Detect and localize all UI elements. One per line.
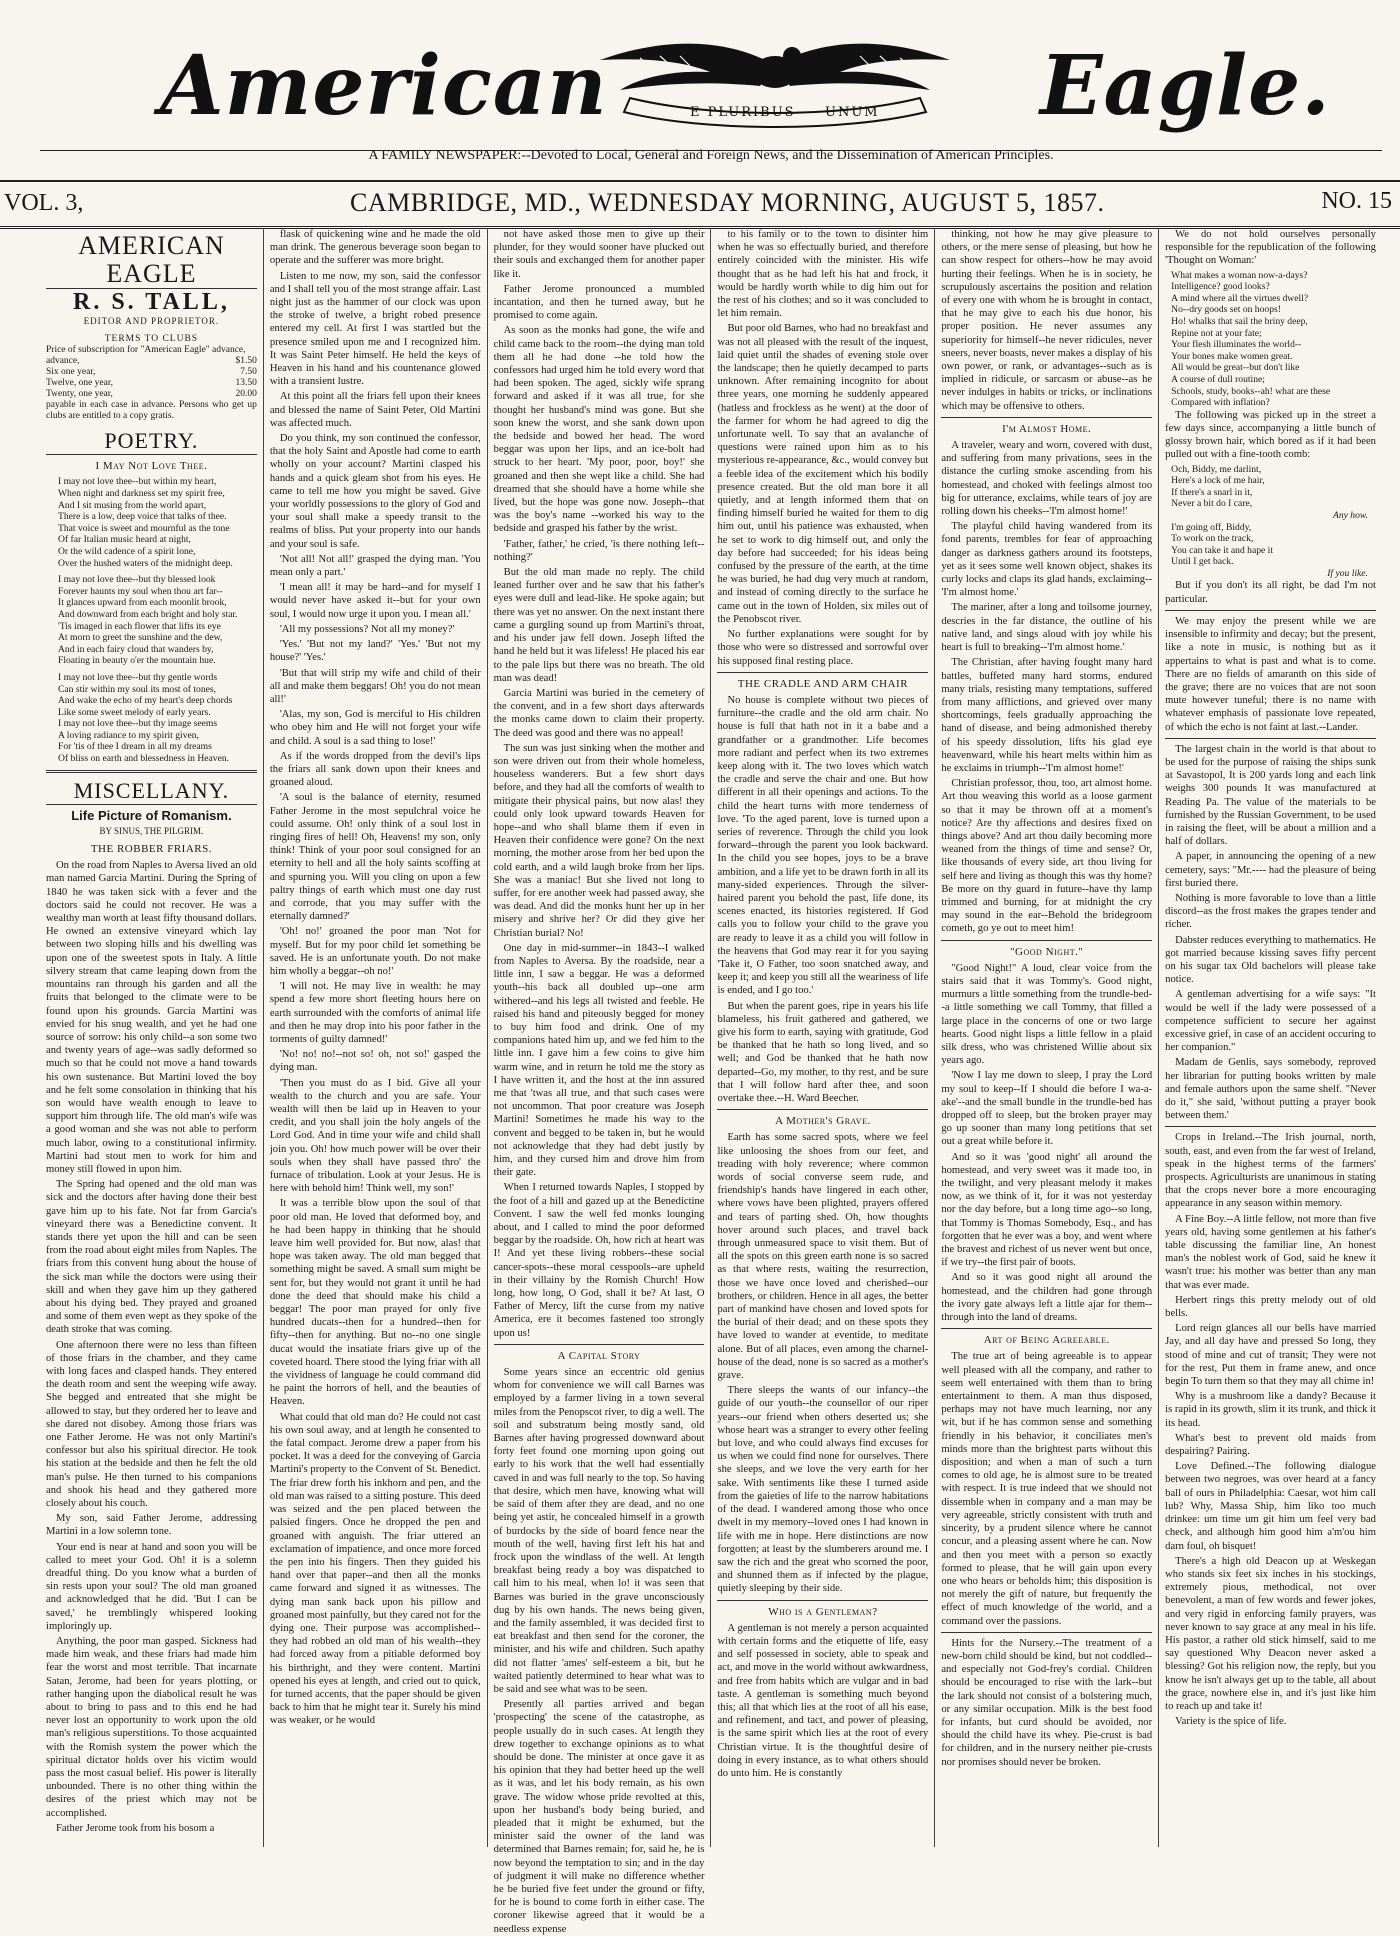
- terms-price: 20.00: [235, 389, 257, 400]
- verse-line: I'm going off, Biddy,: [1171, 521, 1252, 533]
- column-2: [264, 228, 488, 1847]
- editor-box-title: AMERICAN EAGLE: [46, 232, 257, 289]
- paragraph: A gentleman is not merely a person acquainted with certain forms and the etiquette of life, easy and self possessed in society, able to speak and act, and move in the world without awkwardness, and free from habits which are vulgar and in bad taste. A gentleman is something much beyond this; all that which lies at the root of all his ease, and refinement, and tact, and power of pleasing, is the same spirit which lies at the root of every Christian virtue. It is the thoughtful desire of doing in every instance, as to what others should do unto him. He is constantly: [717, 1622, 929, 1779]
- poem-line: I may not love thee--but thy gentle words: [58, 671, 218, 683]
- terms-head: TERMS TO CLUBS: [104, 334, 199, 345]
- paragraph: 'I mean all! it may be hard--and for myself I would never have asked it--but for your own soul, I would now urge it upon you. I mean all.': [269, 582, 481, 620]
- title-left: American: [160, 38, 608, 134]
- column-5: [935, 228, 1159, 1847]
- paragraph: Father Jerome pronounced a mumbled incantation, and then he turned away, but he promised to come again.: [493, 283, 705, 322]
- paragraph: As if the words dropped from the devil's lips the friars all sank down upon their knees and groaned aloud.: [269, 750, 481, 789]
- poetry-heading: POETRY.: [46, 428, 257, 455]
- article-byline: BY SINUS, THE PILGRIM.: [99, 825, 204, 836]
- verse-line: Here's a lock of me hair,: [1171, 475, 1265, 487]
- paragraph: Do you think, my son continued the confessor, that the holy Saint and Apostle had come to earth wholly on your account? Martini clasped his hands and a quick gleam shot from his eyes. He came to tell me how you might be saved. Give your worldly possessions to the glory of God and your soul shall make a speedy transit to the realms of bliss. Put your property into our hands and your soul is safe.: [269, 433, 481, 550]
- paragraph: to his family or to the town to disinter him when he was so effectually buried, and therefore entirely coincided with the minister. His wife thought that as he had left his hat and frock, it would be hardly worth while to dig him out for the rest of his clothes; and so it was concluded to let him remain.: [717, 229, 929, 320]
- paragraph: 'Father, father,' he cried, 'is there nothing left--nothing?': [493, 538, 705, 563]
- paragraph: No further explanations were sought for by those who were so distressed and sorrowful over his supposed final resting place.: [717, 629, 929, 667]
- paragraph: Presently all parties arrived and began 'prospecting' the scene of the catastrophe, as people usually do in such cases. At length they drew together to exchange opinions as to what should be done. The minister at once gave it as his opinion that they had better heed up the well as it was, and let his body remain, as his own grave. The widow whose pride revolted at this, upon her husband's body being buried, and pleaded that it might be exhumed, but the minister said the owner of the land was determined that Barnes remain; for, said he, he is now beyond the temptation to sin; and in the day of judgment it will make no difference whether he be buried five feet under the ground or fifty, for he is bound to come forth in either case. The coroner likewise agreed that it would be a needless expense: [493, 1699, 705, 1935]
- paragraph: Love Defined.--The following dialogue between two negroes, was over heard at a fancy ball of ours in Philadelphia: Caesar, wot him call lub? Why, Massa Ship, him liko too much drinkee: um time um git him um feel very bad check, and although him good him a'm'ou him darn foul, oh bisquet!: [1165, 1461, 1376, 1552]
- poem-line: And I sit musing from the world apart,: [58, 499, 207, 511]
- terms-label: Twenty, one year,: [46, 389, 113, 400]
- dateline: [0, 180, 1400, 229]
- paragraph: 'Oh! no!' groaned the poor man 'Not for myself. But for my poor child let something be saved. He is an unfortunate youth. Do not make him wholly a beggar--oh no!': [269, 926, 481, 977]
- paragraph: What's best to prevent old maids from despairing? Pairing.: [1165, 1432, 1376, 1458]
- paragraph: Listen to me now, my son, said the confessor and I shall tell you of the most strange affair. Last night just as the hammer of our clock was upon the stroke of twelve, a bright robed presence entered my cell. At first I was startled but the presence smiled upon me and I recognized him. It was Saint Peter himself. He held the keys of Heaven in his hand and his countenance glowed with a transient lustre.: [269, 270, 481, 388]
- poem-line: Can stir within my soul its most of tones,: [58, 683, 217, 695]
- paragraph: The Spring had opened and the old man was sick and the doctors after having done their best gave him up to his fate. Not far from Garcia's vineyard there was a Benedictine convent. It stands there yet upon the hill and can be seen from the road about eight miles from Naples. The friars from this convent hung about the house of the sick man while the doctors were using their skill and when they gave him up they gathered about his dying bed. They prayed and groaned and some of them even wept as they spoke of the death stroke that was coming.: [46, 1179, 257, 1336]
- paragraph: flask of quickening wine and he made the old man drink. The generous beverage soon began to operate and the sufferer was more bright.: [269, 229, 481, 267]
- paragraph: 'Yes.' 'But not my land?' 'Yes.' 'But not my house?' 'Yes.': [269, 639, 481, 664]
- paragraph: As soon as the monks had gone, the wife and child came back to the room--the dying man told them all he had done --he told how the confessors had urged him he told every word that had been spoken. The aged, sickly wife sprang forward and asked if it was all true, for she thought her husband's mind was gone. But she soon knew the worst, and she sank down upon the bedside and bowed her head. The word beggar was upon her lips, and an ice-bolt had struck to her heart. 'My poor, poor, boy!' she groaned and then she wept like a child. She had dreamed that she should have a home while she lived, but the hope was gone now. Joseph--that was the boy's name --worked his way to the bedside and grasped his father by the wrist.: [493, 325, 705, 535]
- paragraph: A paper, in announcing the opening of a new cemetery, says: "Mr.---- had the pleasure of being first buried there.: [1165, 851, 1376, 889]
- poem-title: I May Not Love Thee.: [95, 460, 208, 473]
- poem-line: Of far Italian music heard at night,: [58, 534, 191, 546]
- paragraph: Crops in Ireland.--The Irish journal, north, south, east, and even from the far west of Ireland, speak in the highest terms of the farmers' prospects. Agriculturists are unanimous in stating that the crops never bore a more encouraging appearance in any season within memory.: [1165, 1132, 1376, 1210]
- verse-line: Never a bit do I care,: [1171, 498, 1253, 510]
- paragraph: The playful child having wandered from its fond parents, trembles for fear of approaching danger as darkness gathers around its footsteps, yet as it sees some well known object, shakes its curly locks and claps its glad hands, exclaiming--'I'm almost home.': [941, 521, 1153, 599]
- paragraph: My son, said Father Jerome, addressing Martini in a low solemn tone.: [46, 1513, 257, 1538]
- poem-line: And in each fairy cloud that wanders by,: [58, 643, 214, 655]
- paragraph: Nothing is more favorable to love than a little discord--as the frost makes the grapes tender and richer.: [1165, 892, 1376, 931]
- terms-price: $1.50: [235, 356, 257, 367]
- poem: [46, 476, 257, 764]
- poem-stanza-3: [52, 672, 257, 765]
- verse-line: Och, Biddy, me darlint,: [1171, 463, 1262, 475]
- paragraph: Herbert rings this pretty melody out of old bells.: [1165, 1294, 1376, 1320]
- subscription-terms: [46, 334, 257, 422]
- paragraph: 'No! no! no!--not so! oh, not so!' gasped the dying man.: [269, 1049, 481, 1074]
- verse-line: No--dry goods set on hoops!: [1171, 304, 1281, 316]
- banner-left-text: E PLURIBUS: [690, 105, 796, 120]
- verse-line: Intelligence? good looks?: [1171, 281, 1270, 293]
- poem-line: Forever haunts my soul when thou art far--: [58, 585, 223, 597]
- verse-line: What makes a woman now-a-days?: [1171, 269, 1308, 281]
- verse-line: Until I get back.: [1171, 556, 1234, 568]
- story-title: THE ROBBER FRIARS.: [90, 843, 212, 856]
- poem-line: And wake the echo of my heart's deep chords: [58, 695, 233, 707]
- poem-line: It glances upward from each moonlit brook,: [58, 597, 227, 609]
- title-right: Eagle.: [1040, 38, 1331, 134]
- article-heading: "Good Night.": [1010, 945, 1084, 958]
- terms-label: advance,: [46, 356, 80, 367]
- poem-line: Like some sweet melody of early years.: [58, 706, 211, 718]
- poem-line: Of bliss on earth and blessedness in Heaven.: [58, 753, 230, 765]
- paragraph: Dabster reduces everything to mathematics. He got married because kissing saves fifty percent on his sugar tax Old bachelors will please take notice.: [1165, 934, 1376, 986]
- paragraph: When I returned towards Naples, I stopped by the foot of a hill and gazed up at the Benedictine Convent. I saw the well fed monks lounging about, and I called to mind the poor deformed beggar by the roadside. Oh, how rich at heart was I! And yet these living robbers--these social cancer-spots--these moral cesspools--are upheld in their villainy by the Romish Church! How long, how long, O God, shall it be? At last, O Father of Mercy, lift the curse from my native America, ere it becomes fastened too strongly upon us!: [493, 1182, 705, 1339]
- poem-line: There is a low, deep voice that talks of thee.: [58, 511, 227, 523]
- poem-line: When night and darkness set my spirit free,: [58, 488, 225, 499]
- paragraph: What could that old man do? He could not cast his own soul away, and at length he consented to the fatal compact. Jerome drew a paper from his pocket. It was a deed for the conveying of Garcia Martini's property to the Convent of St. Benedict. The friar drew forth his inkhorn and pen, and the old man was raised to a sitting posture. This deed was seized and the pen placed between the palsied fingers. Once he dropped the pen and groaned with anguish. The friar uttered an exclamation of impatience, and once more forced the pen into his fingers. Then they guided his hand over that paper--and then all the monks came forward and signed it as witnesses. The dying man sank back upon his pillow and groaned most painfully, but they cared not for the dying one. Their purpose was accomplished--they had robbed an old man of his wealth--they had forced away from a pitiable deformed boy his birthright, and they were content. Martini opened his eyes at length, and cried out to quick, for turned accents, that the paper should be given back to him that he might tear it. Surely his mind was weaker, or he would: [269, 1411, 481, 1727]
- poem-line: A loving radiance to my spirit given,: [58, 729, 199, 741]
- verse-line: All would be great--but don't like: [1171, 362, 1300, 374]
- divider: [1165, 1126, 1376, 1127]
- poem-stanza-2: [52, 574, 257, 667]
- poem-line: I may not love thee--but within my heart,: [58, 476, 217, 488]
- paragraph: No house is complete without two pieces of furniture--the cradle and the old arm chair. No house is full that hath not in it a babe and a grandfather or a grandmother. Life becomes more radiant and perfect when its two extremes keep along with it. The two loves which watch the cradle and serve the chair and one. But how different in all their openings and actions. To the child the heart turns with more tenderness of love. 'To the aged parent, love is turned upon a series of reverence. Through the child you look forward--through the parent you look backward. In the child you see hopes, joys to be a brave ambition, and a life yet to be drawn forth in all its many-sided experiences. Through the silver-haired parent you behold the past, life done, its scenes enacted, its histories registered. If God calls you to follow your child to the grave you are ready to leave it as a child you will follow in the heavens that God may rear it for you saying 'Take it, O Father, too soon snatched away, and keep it; and keep you still all the weariness of life is ended, and I go too.': [717, 694, 929, 997]
- verse-line: You can take it and hape it: [1171, 544, 1274, 556]
- paragraph: It was a terrible blow upon the soul of that poor old man. He loved that deformed boy, and he had been happy in thinking that he should leave him well provided for. But now, alas! that hope was taken away. The old man begged that something might be saved. A small sum might be sent for, but they would not grant it until he had done the deed that should make his child a beggar! The poor man prayed for only five hundred ducats--then for a hundred--then for fifty--then for anything. But no--no one single ducat would the insatiate friars give up of the coveted hoard. There stood the lying friar with all the vividness of language he could command did he paint the horrors of hell, and the beauties of Heaven.: [269, 1198, 481, 1408]
- article-heading: THE CRADLE AND ARM CHAIR: [737, 677, 909, 690]
- divider: [494, 1344, 705, 1345]
- terms-row: [46, 389, 257, 400]
- divider: [1165, 738, 1376, 739]
- terms-price: 13.50: [235, 378, 257, 389]
- divider: [717, 1109, 928, 1110]
- article-heading: I'm Almost Home.: [1002, 422, 1092, 435]
- divider: [717, 1600, 928, 1601]
- paragraph: Earth has some sacred spots, where we feel like unloosing the shoes from our feet, and treading with holy reverence; where common words of social converse seem rude, and friendship's hands have lingered in each other, where vows have been plighted, prayers offered and tears of parting shed. Oh, how thoughts hover around such places, and travel back through unmeasured space to visit them. But of all the spots on this green earth none is so sacred as that where rests, waiting the resurrection, those we have once loved and cherished--our brothers, or children. Hence in all ages, the better part of mankind have chosen and loved spots for the burial of their dead; and on these spots they have loved to wander at eventide, to meditate alone. But of all places, even among the charnel-house of the dead, none is so sacred as a mother's grave.: [717, 1132, 929, 1382]
- paragraph: The largest chain in the world is that about to be used for the purpose of raising the ships sunk at Savastopol, It is 200 yards long and each link weighs 300 pounds It was manufactured at Reading Pa. The value of the materials to be furnished by the Russian Government, to be used in raising the fleet, will be about a million and a half of dollars.: [1165, 743, 1376, 848]
- paragraph: thinking, not how he may give pleasure to others, or the mere sense of pleasing, but how he can show respect for others--how he may avoid hurting their feelings. When he is in society, he scrupulously ascertains the position and relation of every one with whom he is brought in contact, that he may give to each his due honor, his proper position. He never assumes any superiority for himself--he never ridicules, never sneers, never boasts, never makes a display of his own power, or rank, or advantages--such as is implied in ridicule, or sarcasm or abuse--as he never indulges in habits or tricks, or inclinations which may be offensive to others.: [941, 229, 1153, 412]
- paragraph: The sun was just sinking when the mother and son were driven out from their whole homeless, houseless wanderers. But a few short days before, and they had all the comforts of wealth to mitigate their physical pains, but now alas! they could only look upward towards Heaven for hope--and who shall blame them if even in Heaven their confidence were gone? On the next morning, the mother arose from her bed upon the cold earth, and a wild laugh broke from her lips. She was a maniac! But she lived not long to suffer, for ere another week had passed away, she was dead. And did the monks hunt her up in her misery and shrive her? Or did they give her Christian burial? No!: [493, 742, 705, 939]
- verse-line: A mind where all the virtues dwell?: [1171, 292, 1309, 304]
- poem-line: I may not love thee--but thy blessed look: [58, 574, 216, 586]
- poem-line: I may not love thee--but thy image seems: [58, 718, 218, 730]
- paragraph: We may enjoy the present while we are insensible to infirmity and decay; but the present, like a note in music, is nothing but as it appertains to what is past and what is to come. There are no fields of amaranth on this side of the grave; there are no voices that are not soon mute however tuneful; there is no name with whatever emphasis of passionate love repeated, of which the echo is not faint at last.--Lander.: [1165, 615, 1376, 733]
- paragraph: Variety is the spice of life.: [1175, 1716, 1287, 1728]
- poem-line: At morn to greet the sunshine and the dew,: [58, 632, 223, 644]
- banner-right-text: UNUM: [825, 105, 880, 120]
- paragraph: There's a high old Deacon up at Weskegan who stands six feet six inches in his stockings, extremely pious, methodical, not over benevolent, a man of few words and fewer jokes, and very rigid in enforcing family prayers, was never known to say grace at any meal in his life. His pastor, a rather old stick himself, said to me say questioned Why Deacon never asked a blessing? Got his religion now, the reply, but you know he isn't always get up to the table, all about the grace, nowhere else in, and it's just like him to reach up and take it!: [1165, 1555, 1376, 1712]
- poem-line: Floating in beauty o'er the mountain hue.: [58, 655, 216, 667]
- divider: [1165, 610, 1376, 611]
- terms-label: Twelve, one year,: [46, 378, 114, 389]
- terms-intro: Price of subscription for "American Eagle" advance,: [46, 345, 246, 356]
- terms-note: payable in each case in advance. Persons who get up clubs are entitled to a copy gratis.: [46, 400, 257, 422]
- paragraph: A traveler, weary and worn, covered with dust, and suffering from many privations, sees in the distance the curling smoke ascending from his homestead, and choked with feelings almost too big for utterance, exclaims, while tears of joy are rolling down his cheeks--'I'm almost home!': [941, 440, 1153, 518]
- paragraph: 'Now I lay me down to sleep, I pray the Lord my soul to keep--If I should die before I wa-a-ake'--and the small bundle in the trundle-bed has dropped off to sleep, but the broken prayer may go up sooner than many long petitions that set out a great while before it.: [941, 1070, 1153, 1148]
- article-heading: Art of Being Agreeable.: [983, 1334, 1110, 1347]
- miscellany-heading: MISCELLANY.: [46, 778, 257, 805]
- paragraph: One day in mid-summer--in 1843--I walked from Naples to Aversa. By the roadside, near a little inn, I saw a beggar. He was a deformed youth--his back all doubled up--one arm withered--and his legs all twisted and feeble. He raised his hand and piteously begged for money to buy him food and drink. One of my companions hated him up, and we fed him to the little inn. I gave him a few coins to give him warm wine, and in return he told me the story as I have written it, and the host at the inn assured me that 'twas all true, and that such cases were not uncommon. That poor creature was Joseph Martini! Sometimes he made his way to the convent and begged to be taken in, but he would not acknowledge that they had debt justly by him, and they cursed him and drove him from their gate.: [493, 942, 705, 1179]
- verse: [1165, 464, 1376, 580]
- divider: [941, 417, 1152, 418]
- article-heading: A Mother's Grave.: [775, 1115, 871, 1128]
- paragraph: The true art of being agreeable is to appear well pleased with all the company, and rather to seem well entertained with them than to bring entertainment to them. A man thus disposed, perhaps may not have much learning, nor any wit, but if he has common sense and something friendly in his behavior, it conciliates men's minds more than the brightest parts without this disposition; and when a man of such a turn comes to old age, he is almost sure to be treated with respect. It is true indeed that we should not dissemble when in company and a man may be very agreeable, strictly consistent with truth and sincerity, by a prudent silence where he cannot concur, and a pleasing assent where he can. Now and then you meet with a person so exactly formed to please, that he will gain upon every one who hears or beholds him; this disposition is not merely the gift of nature, but frequently the effect of much knowledge of the world, and a command over the passions.: [941, 1351, 1153, 1627]
- editor-name: R. S. TALL,: [73, 289, 230, 315]
- paragraph: "Good Night!" A loud, clear voice from the stairs said that it was Tommy's. Good night, murmurs a little something from the trundle-bed--a little something we call Tommy, that filled a large place in the concerns of one or two large hearts. Good night lisps a little fellow in a plaid silk dress, who was christened Willie about six years ago.: [941, 962, 1153, 1067]
- paragraph: Your end is near at hand and soon you will be called to meet your God. Oh! it is a solemn dreadful thing. Do you know what a burden of sin rests upon your soul? The old man groaned and acknowledged that he did. 'But I can be saved,' he tremblingly whispered looking imploringly up.: [46, 1541, 257, 1632]
- paragraph: We do not hold ourselves personally responsible for the republication of the following 'Thought on Woman:': [1165, 229, 1376, 267]
- paragraph: One afternoon there were no less than fifteen of those friars in the chamber, and they came with long faces and clasped hands. They entered the death room and sent the weeping wife away. She begged and entreated that she might be allowed to stay, but they ordered her to leave and she dared not disobey. Among those friars was one Father Jerome. He was not only Martini's confessor but also his spiritual director. He took his station at the bedside and then he felt the old man's pulse. He then turned to his companions and shook his head and they gathered more closely about his couch.: [46, 1339, 257, 1510]
- poem-line: That voice is sweet and mournful as the tone: [58, 522, 230, 534]
- paragraph: not have asked those men to give up their plunder, for they would sooner have plucked out their souls and exchanged them for another paper like it.: [493, 229, 705, 280]
- paragraph: And so it was 'good night' all around the homestead, and very sweet was it made too, in the twilight, and very pleasant melody it makes now, as we think of it, for it was not yesterday nor the day before, but a long time ago--so long, that Tommy is Thomas Somebody, Esq., and has forgotten that he ever was a boy, and went where the bravest and richest of us never went but once, if we try--the first pair of boots.: [941, 1151, 1153, 1269]
- verse-line: To work on the track,: [1171, 533, 1254, 545]
- paragraph: On the road from Naples to Aversa lived an old man named Garcia Martini. During the Spring of 1840 he was taken sick with a fever and the doctors said he could not recover. He was a wealthy man worth at least fifty thousand dollars. He owned an extensive vineyard which lay between two sloping hills and his dwelling was upon one of the sweetest spots in Italy. A little silvery stream that came leaping down from the mountains ran through his garden and all the fruits that belonged to the climate were to be found upon his grounds. Garcia Martini was envied for his snug wealth, and yet he had one source of sorrow: his only child--a son some two and twenty years of age--was sadly deformed so much so that he could not move a hand towards his own sustenance. But Martini loved the boy and he felt some consolation in thinking that his son would have wealth enough to leave to support him through life. The old man's wife was a good woman and she was not able to perform much labor, owing to a constitutional infirmity. Martini had stout men to work for him and money still flowed in upon him.: [46, 860, 257, 1175]
- paragraph: But if you don't its all right, be dad I'm not particular.: [1165, 580, 1376, 605]
- paragraph: 'Alas, my son, God is merciful to His children who obey him and He will not forget your wife and child. A soul is a sad thing to lose!': [269, 709, 481, 747]
- verse-line: A course of dull routine;: [1171, 373, 1265, 385]
- divider: [941, 940, 1152, 941]
- divider: [941, 1632, 1152, 1633]
- divider: [717, 672, 928, 673]
- paragraph: But poor old Barnes, who had no breakfast and was not all pleased with the result of the inquest, laid quiet until the shades of evening stole over the landscape; then he quietly decamped to parts unknown. After remaining incognito for about three years, one morning he suddenly appeared (hatless and frockless as he went) at the door of the farmer for whom he had agreed to dig the unfortunate well. To say that an avalanche of questions were rained upon him as to his mysterious re-appearance, &c., would convey but a feeble idea of the excitement which his bodily presence created. But the old man bore it all quietly, and at length informed them that on finding himself buried he waited for them to dig him out, until his patience was exhausted, when he set to work to dig himself out, and only the day before had succeeded; for his ideas being confused by the pressure of the earth, at the time he was buried, he had dug very much at random, and instead of coming directly to the surface he came out in the town of Holden, six miles out of the Penobscot river.: [717, 323, 929, 625]
- paragraph: Anything, the poor man gasped. Sickness had made him weak, and these friars had made him fear the worst and most terrible. That incarnate Satan, Jerome, had been for years plotting, or rather hanging upon the diabolical result he was about to bring to pass and to this end he had never lost an opportunity to work upon the old man's religious superstitions. To those acquainted with the Romish system the power which the spiritual dictator holds over his victim would pass the most casual belief. His power is literally unbounded. There is no other thing within the desires of the priest which may not be accomplished.: [46, 1636, 257, 1819]
- columns: [40, 228, 1382, 1935]
- paragraph: 'Not all! Not all!' grasped the dying man. 'You mean only a part.': [269, 553, 481, 579]
- column-6: [1159, 228, 1382, 1847]
- poem-line: Over the hushed waters of the midnight deep.: [58, 557, 233, 569]
- paragraph: The mariner, after a long and toilsome journey, descries in the far distance, the outline of his native land, and sings aloud with joy while his heart is full to breaking--'I'm almost home.': [941, 602, 1153, 654]
- article-heading: Who is a Gentleman?: [768, 1605, 878, 1618]
- verse-line: Compared with inflation?: [1171, 397, 1270, 409]
- paragraph: The following was picked up in the street a few days since, accompanying a little bunch of glossy brown hair, which bored as if it had been pulled out with a fine-tooth comb:: [1165, 409, 1376, 461]
- paragraph: At this point all the friars fell upon their knees and blessed the name of Saint Peter, Old Martini was affected much.: [269, 391, 481, 429]
- verse-line: If you like.: [1327, 567, 1368, 579]
- paragraph: 'I will not. He may live in wealth: he may spend a few more short fleeting hours here on earth surrounded with the comforts of animal life and then he may drop into his poor father in the torments of guilty damned!': [269, 981, 481, 1045]
- paragraph: A gentleman advertising for a wife says: "It would be well if the lady were possessed of a competence sufficient to secure her against excessive grief, in case of an accident occuring to her companion.": [1165, 989, 1376, 1054]
- paragraph: Lord reign glances all our bells have married Jay, and all day have and pressed So long, they stood of mine and cut of transit; They were not for the rest, Put them in frame anew, and once begin To turn them so that they may all chime in!: [1165, 1323, 1376, 1388]
- issue-number: NO. 15: [1321, 188, 1392, 214]
- paragraph: Christian professor, thou, too, art almost home. Art thou weaving this world as a loose garment so that it may be thrown off at a moment's notice? Are thy affections and desires fixed on things above? And art thou daily becoming more weaned from the things of time and sense? Or, like thousands of every side, art thou living for self here and living as though this was thy home? Be more on thy guard in future--have thy lamp trimmed and burning, for at midnight the cry may sound in the ear--Behold the bridegroom cometh, go ye out to meet him!: [941, 778, 1153, 935]
- column-4: [711, 228, 935, 1847]
- terms-row: [46, 378, 257, 389]
- verse-line: Repine not at your fate;: [1171, 327, 1262, 339]
- paragraph: Some years since an eccentric old genius whom for convenience we will call Barnes was employed by a farmer living in a town several miles from the Penopscot river, to dig a well. The soil and substratum being mostly sand, old Barnes after having progressed downward about forty feet found one morning upon going out early to his work that the well had essentially caved in and was full nearly to the top. So having that desire, which men have, knowing what will be said of them after they are dead, and no one being yet astir, he concealed himself in a growth of burdocks by the side of board fence near the mouth of the well, having first left his hat and frock upon the windlass of the well. At length breakfast being ready a boy was dispatched to call him to his meal, when lo! it was seen that Barnes was buried in the grave unconsciously dug by his own hands. The news being given, and the family assembled, it was decided first to eat breakfast and then send for the coroner, the minister, and his wife and children. Such apathy did not flatter 'ames' self-esteem a bit, but he waited patiently determined to hear what was to be said and see what was to be seen.: [493, 1367, 705, 1695]
- paragraph: Why is a mushroom like a dandy? Because it is rapid in its growth, slim it its trunk, and thick it its head.: [1165, 1391, 1376, 1429]
- paragraph: 'All my possessions? Not all my money?': [279, 623, 455, 635]
- verse-line: Ho! whalks that sail the briny deep,: [1171, 315, 1308, 327]
- verse-line: Any how.: [1332, 509, 1368, 521]
- poem-line: Or the wild cadence of a spirit lone,: [58, 545, 196, 557]
- paragraph: But when the parent goes, ripe in years his life blameless, his fruit gathered and gathered, we give his form to earth, saying with gratitude, God be thanked that he hath so long lived, and so well; and God be thanked that he hath now departed--Go, my mother, to thy rest, and be sure that I will follow hard after thee, and soon overtake thee.--H. Ward Beecher.: [717, 1000, 929, 1104]
- poem-line: For 'tis of thee I dream in all my dreams: [58, 741, 212, 753]
- verse-line: Your bones make women great.: [1171, 350, 1293, 362]
- terms-price: 7.50: [240, 367, 257, 378]
- poem-line: And downward from each bright and holy star.: [58, 608, 238, 620]
- paragraph: Hints for the Nursery.--The treatment of a new-born child should be kind, but not coddled--and especially not God-frey's cordial. Children should be encouraged to rise with the lark--but the lark should not consist of a bolstering much, or any similar occupation. Milk is the best food for infants, but curd should be avoided, nor should the child have its whey. Pie-crust is bad for children, and in the nursery neither pie-crusts nor promises should never be broken.: [941, 1637, 1153, 1768]
- paragraph: 'Then you must do as I bid. Give all your wealth to the church and you are safe. Your wealth will then be laid up in Heaven to your credit, and you shall join the holy angels of the Lord God. And in time your wife and child shall join you. Oh! how much power will be over their souls when they shall have passed thro' the furnace of tribulation. Look at your Jesus. He is here with behold him! Think well, my son!': [269, 1077, 481, 1195]
- verse: [1165, 270, 1376, 409]
- poem-line: 'Tis imaged in each flower that lifts its eye: [58, 620, 221, 632]
- volume-number: VOL. 3,: [4, 190, 84, 216]
- paragraph: And so it was good night all around the homestead, and the children had gone through the ivory gate always left a little ajar for them--through into the land of dreams.: [941, 1272, 1153, 1324]
- verse-line: Your flesh illuminates the world--: [1171, 339, 1302, 351]
- paragraph: There sleeps the wants of our infancy--the guide of our youth--the counsellor of our riper years--our friend when others deserted us; she whose heart was a stranger to every other feeling but love, and who could always find excuses for us when we could find none for ourselves. There she sleeps, and we love the very earth for her sake. With sentiments like these I turned aside from the gaieties of life to the narrow habitations of the dead. I wandered among those who once dwelt in my memory--loved ones I had known in life with me in hope. Here distinctions are now forgotten; at least by the slumberers around me. I saw the rich and the great who scorned the poor, and shunned them as if infected by the plague, quietly sleeping by their side.: [717, 1385, 929, 1595]
- editor-role: EDITOR AND PROPRIETOR.: [83, 316, 220, 326]
- column-1: [40, 228, 264, 1847]
- article-title: Life Picture of Romanism.: [71, 807, 232, 823]
- paragraph: Father Jerome took from his bosom a: [56, 1822, 215, 1834]
- poem-stanza-1: [52, 476, 257, 569]
- paragraph: But the old man made no reply. The child leaned further over and he saw that his father's eyes were dull and lead-like. He spoke again; but there was yet no answer. On the next instant there came a gurgling sound up from Martini's throat, and his under jaw fell down. Joseph lifted the hand he held but it was lifeless! He placed his ear to the pale lips but there was no breath. The old man was dead!: [493, 567, 705, 684]
- tagline: A FAMILY NEWSPAPER:--Devoted to Local, General and Foreign News, and the Dissemination of American Principles.: [368, 148, 1054, 163]
- paragraph: 'A soul is the balance of eternity, resumed Father Jerome in the most sepulchral voice he could assume. Oh! only think of a soul lost in ringing fires of hell! Oh, Heavens! my son, only think! Think of your poor soul consigned for an eternity to hell and all the holy saints scoffing at and spurning you. Will you cling on upon a few paltry things of earth which must one day rust and corrode, that you may suffer with the eternally damned?': [269, 792, 481, 923]
- verse-line: If there's a snarl in it,: [1171, 486, 1253, 498]
- paragraph: Madam de Genlis, says somebody, reproved her librarian for putting books written by male and female authors upon the same shelf. "Never do it," she said, 'without putting a prayer book between them.': [1165, 1057, 1376, 1122]
- masthead: [40, 0, 1382, 163]
- article-heading: A Capital Story: [557, 1349, 641, 1362]
- terms-label: Six one year,: [46, 367, 96, 378]
- terms-row: [46, 356, 257, 367]
- paragraph: 'But that will strip my wife and child of their all and make them beggars! Oh! you do not mean all!': [269, 667, 481, 705]
- eagle-emblem-icon: [560, 20, 990, 130]
- terms-row: [46, 367, 257, 378]
- paragraph: The Christian, after having fought many hard battles, buffeted many hard storms, endured many trials, resisting many temptations, suffered from many afflictions, and grieved over many shortcomings, feels gradually approaching the hand of disease, and being admonished thereby of his speedy dissolution, lifts his glad eye heavenward, while his heart melts within him as he exclaims in triumph--'I'm almost home!': [941, 657, 1153, 774]
- paragraph: A Fine Boy.--A little fellow, not more than five years old, having some gentlemen at his father's table discussing the familiar line, An honest man's the noblest work of God, said he knew it wasn't true: his mother was better than any man that was ever made.: [1165, 1213, 1376, 1291]
- column-3: [488, 228, 712, 1935]
- divider: [46, 770, 257, 773]
- verse-line: Schools, study, books--ah! what are these: [1171, 385, 1331, 397]
- place-date: CAMBRIDGE, MD., WEDNESDAY MORNING, AUGUST 5, 1857.: [350, 188, 1105, 217]
- paragraph: Garcia Martini was buried in the cemetery of the convent, and in a few short days afterwards the monks came down to claim their property. The deed was good and there was no appeal!: [493, 687, 705, 739]
- divider: [941, 1328, 1152, 1329]
